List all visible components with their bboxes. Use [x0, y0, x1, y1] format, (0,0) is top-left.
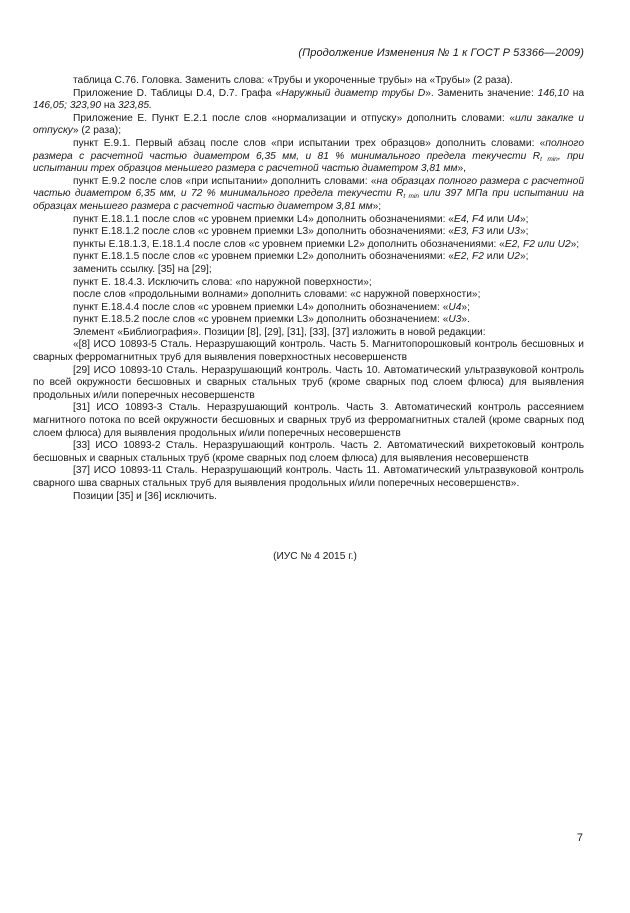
subscript-text: t min — [540, 155, 558, 163]
text-run: пункт Е.18.5.2 после слов «с уровнем приемки L3» дополнить обозначением: « — [73, 314, 449, 326]
text-run: пункты Е.18.1.3, Е.18.1.4 после слов «с уровнем приемки L2» дополнить обозначениями: « — [73, 238, 505, 250]
text-run: пункт Е. 18.4.3. Исключить слова: «по наружной поверхности»; — [73, 276, 372, 288]
italic-text: на образцах полного размера с расчетной частью диаметром 6,35 мм, и 72 % минимального предела текучести R — [33, 175, 584, 200]
paragraph — [33, 264, 584, 277]
paragraph — [33, 251, 584, 264]
italic-text: 146,05; 323,90 — [33, 100, 101, 112]
italic-text: , при испытании трех образцов меньшего размера с расчетной частью диаметром 3,81 мм — [33, 150, 585, 175]
text-run: ». — [461, 314, 470, 326]
text-run: ». Заменить значение: — [425, 87, 538, 99]
page-number: 7 — [576, 832, 583, 844]
text-run: »; — [372, 200, 382, 212]
paragraph — [33, 214, 584, 227]
text-run: Приложение D. Таблицы D.4, D.7. Графа « — [73, 87, 282, 99]
paragraph — [33, 339, 584, 364]
text-run: «[8] ИСО 10893-5 Сталь. Неразрушающий контроль. Часть 5. Магнитопорошковый контроль бесшовных и сварных ферромагнитных труб для выявления поверхностных несовершенств — [33, 339, 584, 364]
text-run: », — [457, 163, 467, 175]
paragraph — [33, 302, 584, 315]
text-run: на — [568, 87, 584, 99]
text-run: пункт Е.18.1.5 после слов «с уровнем приемки L2» дополнить обозначениями: « — [73, 251, 454, 263]
text-run: заменить ссылку. [35] на [29]; — [73, 263, 212, 275]
text-run: [31] ИСО 10893-3 Сталь. Неразрушающий контроль. Часть 3. Автоматический контроль рассеянием магнитного потока по всей окружности бесшовных и сварных труб из ферромагнитных сталей (кроме сварных под слоем флюса) для выявления продольных и/или поперечных несовершенств — [33, 402, 584, 439]
paragraph — [33, 88, 584, 113]
text-run: пункт Е.18.4.4 после слов «с уровнем приемки L4» дополнить обозначением: « — [73, 301, 449, 313]
paragraph — [33, 113, 584, 138]
paragraph — [33, 314, 584, 327]
text-run: пункт Е.9.1. Первый абзац после слов «при испытании трех образцов» дополнить словами: « — [73, 137, 546, 149]
subscript — [403, 193, 419, 200]
text-run: пункт Е.18.1.2 после слов «с уровнем приемки L3» дополнить обозначениями: « — [73, 226, 454, 238]
source-note: (ИУС № 4 2015 г.) — [273, 551, 357, 562]
text-run: »; — [519, 213, 529, 225]
italic-text: Е4, F4 — [453, 213, 484, 225]
text-run: или — [483, 213, 507, 225]
text-run: [37] ИСО 10893-11 Сталь. Неразрушающий контроль. Часть 11. Автоматический ультразвуковой контроль сварного шва сварных стальных труб для выявления продольных и/или поперечных несовершенств». — [33, 465, 584, 489]
paragraph — [33, 226, 584, 239]
italic-text: U3 — [506, 226, 520, 238]
italic-text: U4 — [506, 213, 520, 225]
text-run: таблица С.76. Головка. Заменить слова: «Трубы и укороченные трубы» на «Трубы» (2 раза). — [73, 75, 513, 86]
paragraph — [33, 365, 584, 403]
italic-text: Е2, F2 — [453, 251, 484, 263]
page-header: (Продолжение Изменения № 1 к ГОСТ Р 53366—2009) — [298, 47, 584, 59]
italic-text: 323,85. — [117, 100, 152, 112]
paragraph — [33, 75, 584, 88]
paragraph — [33, 465, 584, 490]
paragraph — [33, 402, 584, 440]
text-run: на — [100, 100, 118, 112]
text-run: пункт Е.9.2 после слов «при испытании» дополнить словами: « — [73, 175, 377, 187]
paragraph — [33, 440, 584, 465]
italic-text: Е2, F2 или U2 — [504, 238, 571, 250]
text-run: »; — [461, 301, 470, 313]
paragraph — [33, 239, 584, 252]
text-run: [29] ИСО 10893-10 Сталь. Неразрушающий контроль. Часть 10. Автоматический ультразвуковой контроль по всей окружности бесшовных и сварных стальных труб (кроме сварных под слоем флюса) для выявления продольных и/или поперечных несовершенств — [33, 364, 584, 401]
paragraph — [33, 491, 584, 504]
italic-text: Наружный диаметр трубы D — [281, 87, 426, 99]
text-run: »; — [519, 226, 529, 238]
subscript-text: t min — [403, 193, 420, 201]
text-run: » (2 раза); — [72, 125, 122, 137]
italic-text: U2 — [506, 251, 520, 263]
paragraph — [33, 327, 584, 340]
italic-text: U3 — [448, 314, 462, 326]
text-run: Позиции [35] и [36] исключить. — [73, 490, 217, 502]
paragraph — [33, 289, 584, 302]
text-run: или — [483, 226, 507, 238]
text-run: Элемент «Библиография». Позиции [8], [29], [31], [33], [37] изложить в новой редакции: — [73, 326, 486, 338]
italic-text: или закалке и отпуску — [33, 112, 584, 137]
text-run: Приложение Е. Пункт Е.2.1 после слов «нормализации и отпуску» дополнить словами: « — [73, 112, 516, 124]
document-body — [33, 75, 584, 503]
text-run: »; — [570, 238, 580, 250]
text-run: »; — [519, 251, 529, 263]
italic-text: полного размера с расчетной частью диаметром 6,35 мм, и 81 % минимального предела текучести R — [33, 137, 584, 162]
paragraph — [33, 138, 584, 176]
italic-text: 146,10 — [537, 87, 569, 99]
text-run: или — [483, 251, 507, 263]
subscript — [540, 156, 558, 163]
text-run: [33] ИСО 10893-2 Сталь. Неразрушающий контроль. Часть 2. Автоматический вихретоковый контроль бесшовных и сварных стальных труб (кроме сварных под слоем флюса) для выявления несовершенств — [33, 440, 584, 464]
paragraph — [33, 277, 584, 290]
paragraph — [33, 176, 584, 214]
italic-text: или 397 МПа при испытании на образцах меньшего размера с расчетной частью диаметром 3,81 мм — [33, 188, 585, 212]
italic-text: U4 — [448, 301, 462, 313]
text-run: пункт Е.18.1.1 после слов «с уровнем приемки L4» дополнить обозначениями: « — [73, 213, 454, 225]
italic-text: Е3, F3 — [453, 226, 484, 238]
text-run: после слов «продольными волнами» дополнить словами: «с наружной поверхности»; — [73, 289, 481, 301]
